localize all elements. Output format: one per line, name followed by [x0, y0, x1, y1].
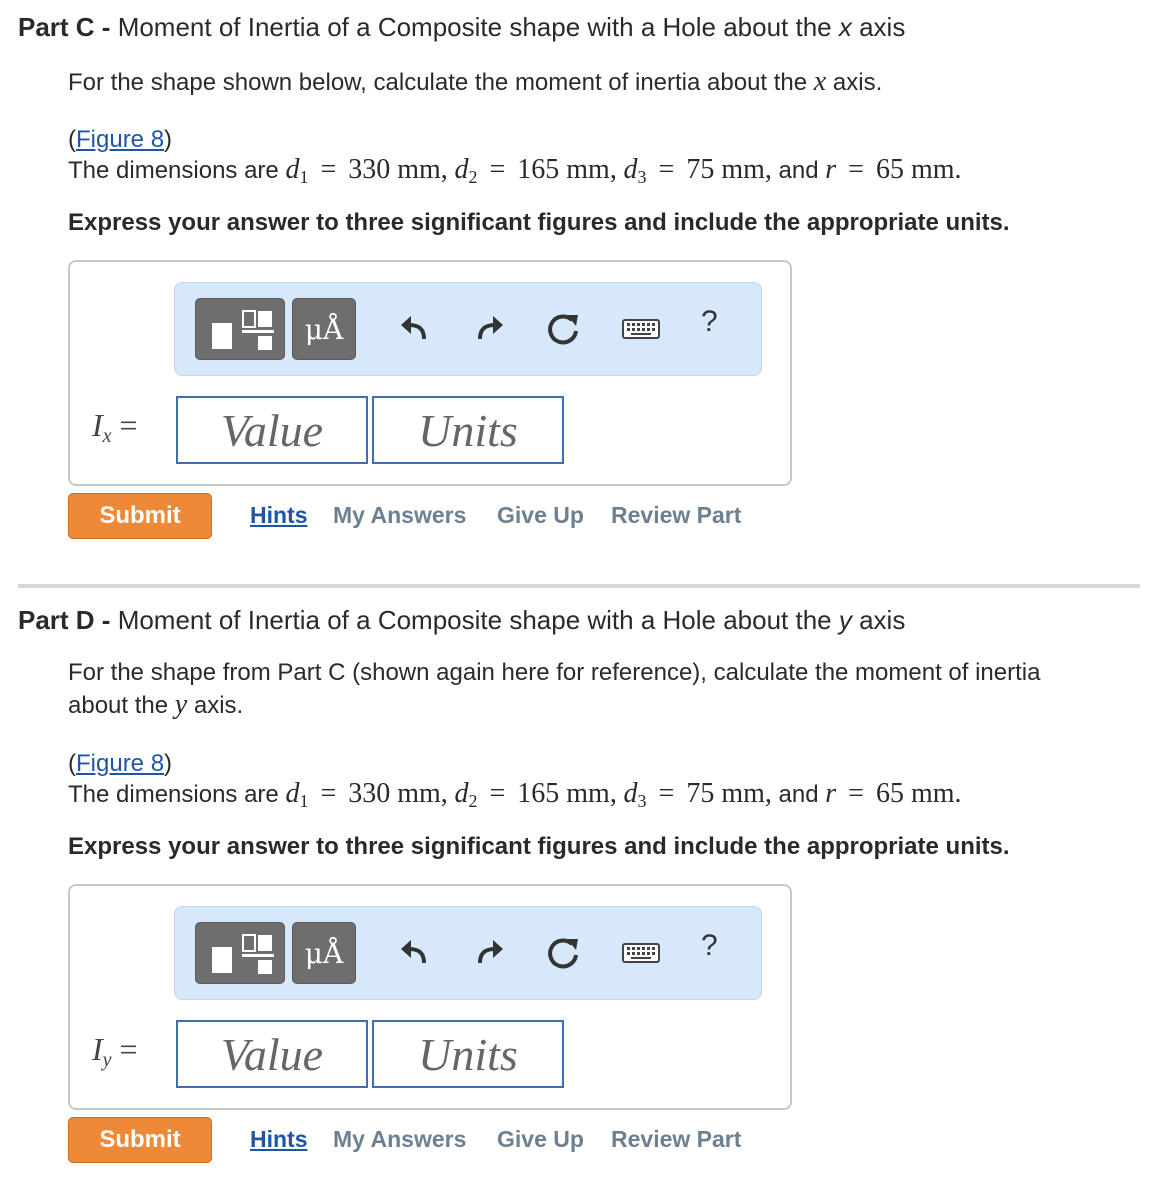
keyboard-icon[interactable] [621, 311, 661, 347]
part-c-prompt-axis: x [813, 66, 827, 97]
units-button[interactable] [292, 298, 356, 360]
part-c-hints-link[interactable]: Hints [250, 502, 308, 528]
part-d-title [18, 605, 905, 636]
ix-label [92, 407, 162, 448]
dims-intro: The dimensions are [68, 781, 286, 808]
iy-units-input[interactable] [372, 1020, 564, 1088]
d3-value: 75 mm, [686, 778, 772, 809]
part-d-title-axis: y [838, 605, 852, 635]
units-icon: μÅ [304, 313, 344, 346]
part-c-my-answers-link[interactable]: My Answers [333, 502, 467, 528]
units-button[interactable] [292, 922, 356, 984]
part-d-hints-link[interactable]: Hints [250, 1126, 308, 1152]
d3-value: 75 mm, [686, 154, 772, 185]
d1-symbol: $d_1$ [285, 778, 309, 811]
part-c-title-post: axis [851, 12, 906, 42]
part-d-prompt-line1: For the shape from Part C (shown again here for reference), calculate the moment of inertia [68, 659, 1041, 686]
part-c-give-up-link[interactable]: Give Up [497, 502, 584, 528]
part-c-title-axis: x [838, 12, 852, 42]
var-symbol: I [92, 1031, 103, 1067]
fraction-template-button[interactable] [195, 922, 285, 984]
part-c-prompt [68, 66, 882, 99]
math-toolbar [174, 906, 762, 1000]
undo-icon[interactable] [397, 311, 433, 347]
part-d-give-up-link[interactable]: Give Up [497, 1126, 584, 1152]
paren-close: ) [164, 750, 173, 777]
dims-intro: The dimensions are [68, 157, 286, 184]
help-icon[interactable]: ? [701, 305, 718, 338]
part-c-title [18, 12, 905, 43]
part-c-actions [68, 493, 868, 539]
equals-sign: = [489, 778, 506, 809]
equals-sign: = [119, 1031, 138, 1067]
equals-sign: = [848, 154, 864, 185]
d1-value: 330 mm, [348, 778, 448, 809]
part-c-review-part-link[interactable]: Review Part [611, 502, 742, 528]
redo-icon[interactable] [471, 311, 507, 347]
part-d-label: Part D [18, 605, 95, 635]
redo-icon[interactable] [471, 935, 507, 971]
equals-sign: = [848, 778, 864, 809]
r-value: 65 mm. [875, 154, 962, 185]
d2-symbol: $d_2$ [454, 778, 478, 811]
part-d-title-post: axis [851, 605, 906, 635]
part-d-title-text: Moment of Inertia of a Composite shape with a Hole about the [117, 605, 839, 635]
part-d-prompt [68, 657, 1148, 722]
var-subscript: x [102, 425, 112, 447]
part-d-instruction: Express your answer to three significant figures and include the appropriate units. [68, 833, 1010, 860]
r-symbol: r [825, 154, 837, 185]
part-c-sep: - [94, 12, 118, 42]
part-d-review-part-link[interactable]: Review Part [611, 1126, 742, 1152]
fraction-template-icon [196, 923, 286, 985]
part-c-prompt-post: axis. [826, 69, 883, 96]
part-c-figure-ref [68, 124, 172, 156]
part-d-actions [68, 1117, 868, 1163]
part-d-prompt-axis: y [174, 689, 188, 720]
part-d-figure-link[interactable]: Figure 8 [76, 750, 165, 777]
undo-icon[interactable] [397, 935, 433, 971]
var-subscript: y [102, 1049, 112, 1071]
part-d-answer-box [68, 884, 792, 1110]
part-d-figure-ref [68, 748, 172, 780]
d3-symbol: $d_3$ [623, 778, 647, 811]
equals-sign: = [489, 154, 506, 185]
part-c-submit-button[interactable]: Submit [68, 493, 212, 539]
part-c-dimensions [68, 154, 962, 193]
reset-icon[interactable] [545, 935, 581, 971]
units-icon: μÅ [304, 937, 344, 970]
fraction-template-button[interactable] [195, 298, 285, 360]
part-c-title-text: Moment of Inertia of a Composite shape with a Hole about the [117, 12, 839, 42]
iy-value-input[interactable] [176, 1020, 368, 1088]
help-icon[interactable]: ? [701, 929, 718, 962]
ix-value-input[interactable] [176, 396, 368, 464]
part-d-prompt-pre2: about the [68, 692, 175, 719]
d2-symbol: $d_2$ [454, 154, 478, 187]
part-d-prompt-post2: axis. [187, 692, 244, 719]
and-text: and [771, 781, 826, 808]
iy-label [92, 1031, 162, 1072]
d2-value: 165 mm, [517, 154, 617, 185]
section-divider [18, 584, 1140, 588]
math-toolbar [174, 282, 762, 376]
equals-sign: = [119, 407, 138, 443]
paren-open: ( [68, 750, 76, 777]
part-c-figure-link[interactable]: Figure 8 [76, 126, 165, 153]
part-c-answer-box [68, 260, 792, 486]
d2-value: 165 mm, [517, 778, 617, 809]
ix-units-input[interactable] [372, 396, 564, 464]
d3-symbol: $d_3$ [623, 154, 647, 187]
paren-close: ) [164, 126, 173, 153]
part-d-dimensions [68, 778, 962, 817]
reset-icon[interactable] [545, 311, 581, 347]
keyboard-icon[interactable] [621, 935, 661, 971]
part-d-sep: - [94, 605, 118, 635]
equals-sign: = [320, 154, 337, 185]
r-value: 65 mm. [875, 778, 962, 809]
part-c-label: Part C [18, 12, 95, 42]
equals-sign: = [658, 154, 675, 185]
d1-value: 330 mm, [348, 154, 448, 185]
d1-symbol: $d_1$ [285, 154, 309, 187]
part-c-prompt-text: For the shape shown below, calculate the moment of inertia about the [68, 69, 814, 96]
var-symbol: I [92, 407, 103, 443]
part-d-submit-button[interactable]: Submit [68, 1117, 212, 1163]
equals-sign: = [658, 778, 675, 809]
equals-sign: = [320, 778, 337, 809]
fraction-template-icon [196, 299, 286, 361]
paren-open: ( [68, 126, 76, 153]
r-symbol: r [825, 778, 837, 809]
and-text: and [771, 157, 826, 184]
part-c-instruction: Express your answer to three significant figures and include the appropriate units. [68, 209, 1010, 236]
part-d-my-answers-link[interactable]: My Answers [333, 1126, 467, 1152]
